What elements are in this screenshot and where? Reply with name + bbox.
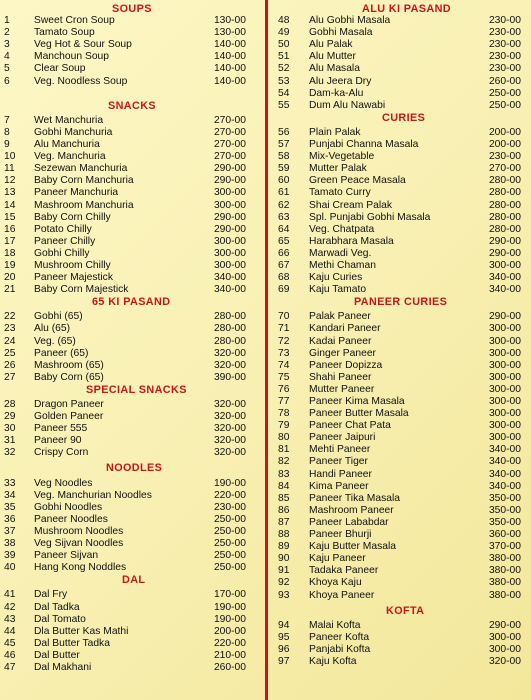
menu-item: 73 Ginger Paneer 300-00 bbox=[278, 347, 521, 359]
menu-item: 22 Gobhi (65) 280-00 bbox=[4, 311, 246, 323]
menu-item: 45 Dal Butter Tadka 220-00 bbox=[4, 637, 246, 649]
menu-item: 25 Paneer (65) 320-00 bbox=[4, 347, 246, 359]
menu-item: 83 Handi Paneer 340-00 bbox=[278, 468, 521, 480]
section-title-curies: CURIES bbox=[382, 111, 426, 124]
menu-item: 95 Paneer Kofta 300-00 bbox=[278, 631, 521, 643]
menu-item: 88 Paneer Bhurji 360-00 bbox=[278, 529, 521, 541]
menu-item: 56 Plain Palak 200-00 bbox=[278, 126, 521, 138]
menu-item: 6 Veg. Noodless Soup 140-00 bbox=[4, 75, 246, 87]
menu-item: 54 Dam-ka-Alu 250-00 bbox=[278, 87, 521, 99]
menu-item: 71 Kandari Paneer 300-00 bbox=[278, 323, 521, 335]
menu-item: 50 Alu Palak 230-00 bbox=[278, 39, 521, 51]
menu-item: 68 Kaju Curies 340-00 bbox=[278, 272, 521, 284]
menu-item: 23 Alu (65) 280-00 bbox=[4, 323, 246, 335]
menu-item: 28 Dragon Paneer 320-00 bbox=[4, 399, 246, 410]
menu-item: 11 Sezewan Manchuria 290-00 bbox=[4, 163, 246, 175]
menu-item: 57 Punjabi Channa Masala 200-00 bbox=[278, 139, 521, 151]
menu-item: 13 Paneer Manchuria 300-00 bbox=[4, 187, 246, 199]
menu-item: 87 Paneer Lababdar 350-00 bbox=[278, 516, 521, 528]
menu-item: 89 Kaju Butter Masala 370-00 bbox=[278, 541, 521, 553]
menu-item: 46 Dal Butter 210-00 bbox=[4, 649, 246, 661]
section-list-dal bbox=[0, 589, 264, 674]
menu-item: 61 Tamato Curry 280-00 bbox=[278, 187, 521, 199]
menu-item: 34 Veg. Manchurian Noodles 220-00 bbox=[4, 489, 246, 501]
menu-item: 36 Paneer Noodles 250-00 bbox=[4, 513, 246, 525]
menu-item: 4 Manchoun Soup 140-00 bbox=[4, 51, 246, 63]
section-title-snacks: SNACKS bbox=[108, 99, 156, 112]
section-list-special-snacks bbox=[0, 399, 264, 459]
menu-item: 3 Veg Hot & Sour Soup 140-00 bbox=[4, 39, 246, 51]
menu-item: 41 Dal Fry 170-00 bbox=[4, 589, 246, 601]
menu-item: 82 Paneer Tiger 340-00 bbox=[278, 456, 521, 468]
menu-item: 47 Dal Makhani 260-00 bbox=[4, 661, 246, 673]
menu-item: 8 Gobhi Manchuria 270-00 bbox=[4, 126, 246, 138]
section-title-alu-ki-pasand: ALU KI PASAND bbox=[362, 3, 451, 15]
menu-item: 58 Mix-Vegetable 230-00 bbox=[278, 151, 521, 163]
menu-item: 42 Dal Tadka 190-00 bbox=[4, 601, 246, 613]
section-list-soups bbox=[0, 15, 264, 88]
menu-item: 60 Green Peace Masala 280-00 bbox=[278, 175, 521, 187]
menu-item: 67 Methi Chaman 300-00 bbox=[278, 259, 521, 271]
menu-item: 2 Tamato Soup 130-00 bbox=[4, 27, 246, 39]
menu-item: 55 Dum Alu Nawabi 250-00 bbox=[278, 99, 521, 111]
menu-item: 26 Mashroom (65) 320-00 bbox=[4, 359, 246, 371]
section-list-kofta bbox=[270, 620, 531, 668]
column-divider bbox=[265, 0, 268, 700]
section-title-noodles: NOODLES bbox=[106, 462, 163, 475]
menu-item: 77 Paneer Kima Masala 300-00 bbox=[278, 396, 521, 407]
menu-item: 51 Alu Mutter 230-00 bbox=[278, 51, 521, 63]
menu-item: 10 Veg. Manchuria 270-00 bbox=[4, 151, 246, 163]
menu-item: 53 Alu Jeera Dry 260-00 bbox=[278, 75, 521, 87]
section-list-paneer-curies bbox=[270, 311, 531, 601]
menu-item: 24 Veg. (65) 280-00 bbox=[4, 335, 246, 347]
menu-item: 79 Paneer Chat Pata 300-00 bbox=[278, 420, 521, 432]
menu-item: 20 Paneer Majestick 340-00 bbox=[4, 272, 246, 284]
menu-column-left bbox=[0, 0, 264, 674]
menu-item: 43 Dal Tomato 190-00 bbox=[4, 613, 246, 625]
menu-item: 27 Baby Corn (65) 390-00 bbox=[4, 371, 246, 383]
menu-item: 1 Sweet Cron Soup 130-00 bbox=[4, 15, 246, 27]
menu-item: 32 Crispy Corn 320-00 bbox=[4, 447, 246, 459]
menu-item: 17 Paneer Chilly 300-00 bbox=[4, 235, 246, 247]
menu-item: 48 Alu Gobhi Masala 230-00 bbox=[278, 15, 521, 27]
section-list-noodles bbox=[0, 478, 264, 575]
menu-item: 15 Baby Corn Chilly 290-00 bbox=[4, 211, 246, 223]
section-title-65-ki-pasand: 65 KI PASAND bbox=[92, 296, 171, 309]
menu-item: 31 Paneer 90 320-00 bbox=[4, 435, 246, 447]
section-title-special-snacks: SPECIAL SNACKS bbox=[86, 383, 187, 396]
menu-item: 70 Palak Paneer 290-00 bbox=[278, 311, 521, 323]
section-title-kofta: KOFTA bbox=[386, 604, 425, 617]
menu-item: 94 Malai Kofta 290-00 bbox=[278, 619, 521, 631]
menu-item: 92 Khoya Kaju 380-00 bbox=[278, 577, 521, 589]
menu-item: 80 Paneer Jaipuri 300-00 bbox=[278, 432, 521, 444]
section-title-dal: DAL bbox=[122, 574, 146, 587]
menu-item: 81 Mehti Paneer 340-00 bbox=[278, 444, 521, 456]
section-list-alu-ki-pasand bbox=[270, 15, 531, 112]
menu-item: 65 Harabhara Masala 290-00 bbox=[278, 235, 521, 247]
menu-item: 93 Khoya Paneer 380-00 bbox=[278, 589, 521, 601]
menu-item: 76 Mutter Paneer 300-00 bbox=[278, 383, 521, 395]
menu-item: 40 Hang Kong Noddles 250-00 bbox=[4, 562, 246, 574]
menu-item: 78 Paneer Butter Masala 300-00 bbox=[278, 408, 521, 420]
section-title-paneer-curies: PANEER CURIES bbox=[354, 296, 448, 309]
menu-item: 18 Gobhi Chilly 300-00 bbox=[4, 247, 246, 259]
menu-item: 14 Mashroom Manchuria 300-00 bbox=[4, 199, 246, 211]
section-title-soups: SOUPS bbox=[112, 3, 152, 15]
menu-item: 29 Golden Paneer 320-00 bbox=[4, 411, 246, 423]
menu-item: 52 Alu Masala 230-00 bbox=[278, 63, 521, 75]
menu-item: 30 Paneer 555 320-00 bbox=[4, 423, 246, 435]
menu-column-right bbox=[270, 0, 531, 668]
menu-item: 63 Spl. Punjabi Gobhi Masala 280-00 bbox=[278, 211, 521, 223]
menu-item: 5 Clear Soup 140-00 bbox=[4, 63, 246, 75]
menu-item: 66 Marwadi Veg. 290-00 bbox=[278, 247, 521, 259]
menu-item: 9 Alu Manchuria 270-00 bbox=[4, 139, 246, 151]
menu-item: 19 Mushroom Chilly 300-00 bbox=[4, 259, 246, 271]
menu-item: 62 Shai Cream Palak 280-00 bbox=[278, 199, 521, 211]
menu-item: 91 Tadaka Paneer 380-00 bbox=[278, 565, 521, 577]
menu-item: 97 Kaju Kofta 320-00 bbox=[278, 655, 521, 667]
menu-item: 35 Gobhi Noodles 230-00 bbox=[4, 501, 246, 513]
menu-item: 64 Veg. Chatpata 280-00 bbox=[278, 223, 521, 235]
menu-item: 44 Dla Butter Kas Mathi 200-00 bbox=[4, 625, 246, 637]
section-list-curies bbox=[270, 127, 531, 296]
menu-item: 86 Mashroom Paneer 350-00 bbox=[278, 504, 521, 516]
menu-item: 96 Panjabi Kofta 300-00 bbox=[278, 643, 521, 655]
section-list-65-ki-pasand bbox=[0, 311, 264, 384]
menu-item: 84 Kima Paneer 340-00 bbox=[278, 480, 521, 492]
menu-item: 16 Potato Chilly 290-00 bbox=[4, 223, 246, 235]
menu-item: 37 Mushroom Noodles 250-00 bbox=[4, 525, 246, 537]
menu-item: 33 Veg Noodles 190-00 bbox=[4, 477, 246, 489]
menu-item: 38 Veg Sijvan Noodles 250-00 bbox=[4, 538, 246, 550]
menu-item: 49 Gobhi Masala 230-00 bbox=[278, 27, 521, 39]
menu-item: 90 Kaju Paneer 380-00 bbox=[278, 553, 521, 565]
menu-item: 21 Baby Corn Majestick 340-00 bbox=[4, 284, 246, 296]
menu-item: 85 Paneer Tika Masala 350-00 bbox=[278, 492, 521, 504]
menu-item: 72 Kadai Paneer 300-00 bbox=[278, 335, 521, 347]
menu-item: 59 Mutter Palak 270-00 bbox=[278, 163, 521, 175]
menu-item: 69 Kaju Tamato 340-00 bbox=[278, 284, 521, 296]
section-list-snacks bbox=[0, 115, 264, 296]
menu-item: 39 Paneer Sijvan 250-00 bbox=[4, 550, 246, 562]
menu-item: 7 Wet Manchuria 270-00 bbox=[4, 114, 246, 126]
menu-item: 75 Shahi Paneer 300-00 bbox=[278, 371, 521, 383]
menu-item: 74 Paneer Dopizza 300-00 bbox=[278, 359, 521, 371]
menu-item: 12 Baby Corn Manchuria 290-00 bbox=[4, 175, 246, 187]
